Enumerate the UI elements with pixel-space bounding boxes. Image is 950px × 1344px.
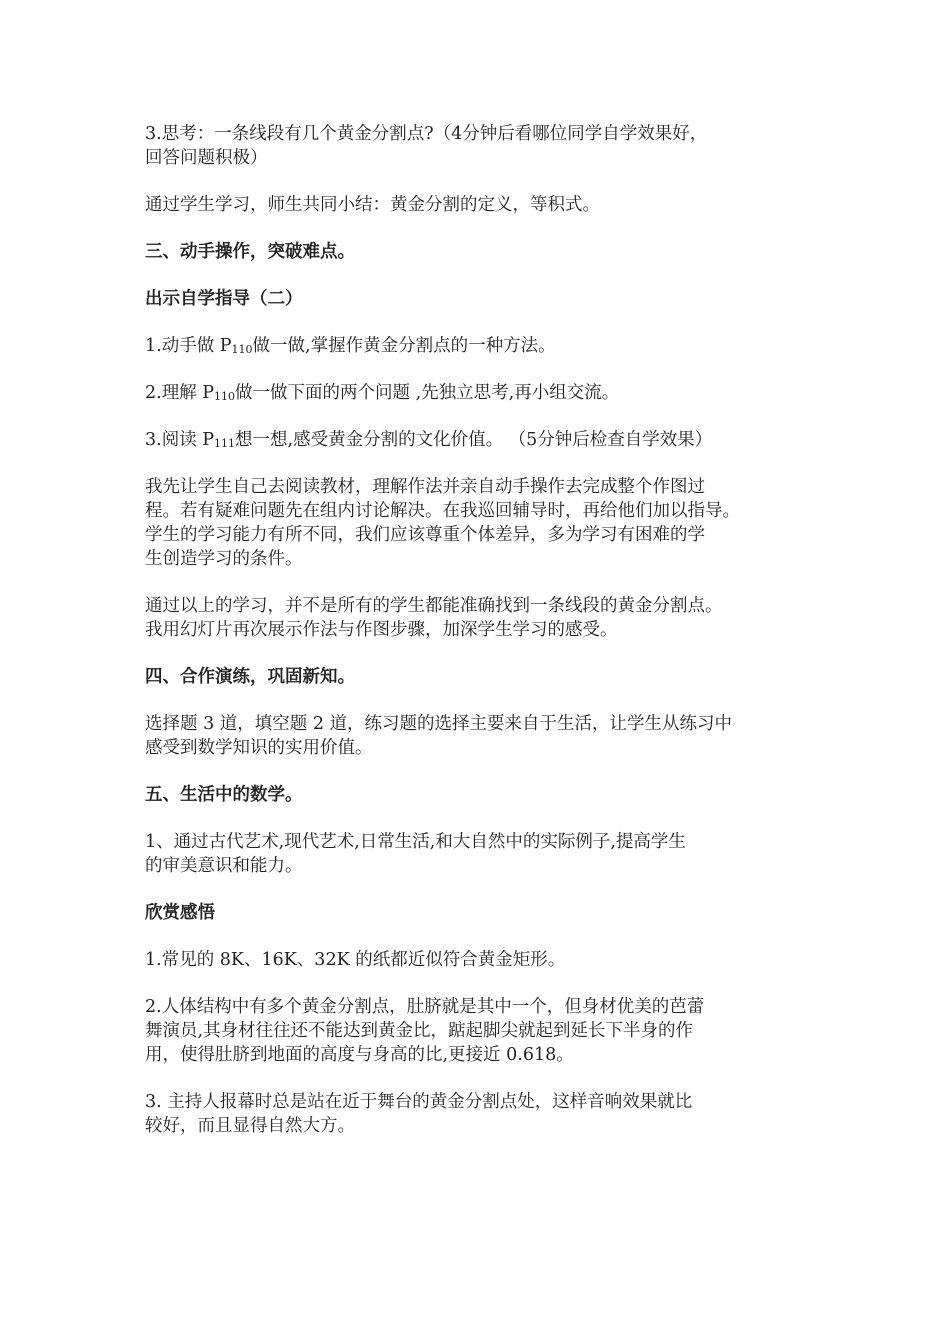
section-heading-5 <box>145 783 825 807</box>
document-page <box>145 122 825 1161</box>
text-line: 生创造学习的条件。 <box>145 549 303 569</box>
appreciation-item-1 <box>145 948 825 972</box>
heading-text: 四、合作演练，巩固新知。 <box>145 667 355 687</box>
page-subscript: 110 <box>231 343 253 356</box>
paragraph-think-question <box>145 122 825 170</box>
paragraph-teaching <box>145 475 825 571</box>
guide-item-3 <box>145 428 825 452</box>
heading-text: 三、动手操作，突破难点。 <box>145 242 355 262</box>
text-line: 通过学生学习，师生共同小结：黄金分割的定义，等积式。 <box>145 195 600 215</box>
text-line: 学生的学习能力有所不同，我们应该尊重个体差异，多为学习有困难的学 <box>145 525 705 545</box>
guide-item-2 <box>145 381 825 405</box>
text-line: 的审美意识和能力。 <box>145 856 303 876</box>
page-subscript: 110 <box>214 390 236 403</box>
paragraph-exercises <box>145 712 825 760</box>
text-line: 舞演员,其身材往往还不能达到黄金比，踮起脚尖就起到延长下半身的作 <box>145 1021 694 1041</box>
text-line: 1、通过古代艺术,现代艺术,日常生活,和大自然中的实际例子,提高学生 <box>145 832 686 852</box>
text-line: 我先让学生自己去阅读教材，理解作法并亲自动手操作去完成整个作图过 <box>145 477 705 497</box>
appreciation-item-3 <box>145 1090 825 1138</box>
appreciation-item-2 <box>145 995 825 1067</box>
text-line: 较好，而且显得自然大方。 <box>145 1116 355 1136</box>
section-heading-4 <box>145 665 825 689</box>
text-line: 2.人体结构中有多个黄金分割点，肚脐就是其中一个，但身材优美的芭蕾 <box>145 997 705 1017</box>
section-heading-3 <box>145 240 825 264</box>
guide-item-1 <box>145 334 825 358</box>
heading-text: 欣赏感悟 <box>145 903 215 923</box>
text-line: 用，使得肚脐到地面的高度与身高的比,更接近 0.618。 <box>145 1045 574 1065</box>
text-line: 3.思考：一条线段有几个黄金分割点?（4分钟后看哪位同学自学效果好， <box>145 124 708 144</box>
heading-text: 五、生活中的数学。 <box>145 785 303 805</box>
paragraph-summary <box>145 193 825 217</box>
text-fragment: 做一做,掌握作黄金分割点的一种方法。 <box>252 336 556 356</box>
text-fragment: 1.动手做 P <box>145 336 232 356</box>
guide-heading <box>145 287 825 311</box>
text-fragment: 3.阅读 P <box>145 430 215 450</box>
text-line: 选择题 3 道，填空题 2 道，练习题的选择主要来自于生活，让学生从练习中 <box>145 714 733 734</box>
text-line: 3. 主持人报幕时总是站在近于舞台的黄金分割点处，这样音响效果就比 <box>145 1092 693 1112</box>
heading-text: 出示自学指导（二） <box>145 289 303 309</box>
text-line: 感受到数学知识的实用价值。 <box>145 738 373 758</box>
text-line: 我用幻灯片再次展示作法与作图步骤，加深学生学习的感受。 <box>145 620 618 640</box>
paragraph-review <box>145 594 825 642</box>
page-subscript: 111 <box>214 437 236 450</box>
text-fragment: 2.理解 P <box>145 383 215 403</box>
text-line: 回答问题积极） <box>145 148 268 168</box>
text-line: 程。若有疑难问题先在组内讨论解决。在我巡回辅导时，再给他们加以指导。 <box>145 501 740 521</box>
text-line: 1.常见的 8K、16K、32K 的纸都近似符合黄金矩形。 <box>145 950 566 970</box>
text-fragment: 想一想,感受黄金分割的文化价值。 （5分钟后检查自学效果） <box>235 430 713 450</box>
paragraph-life-math <box>145 830 825 878</box>
text-line: 通过以上的学习，并不是所有的学生都能准确找到一条线段的黄金分割点。 <box>145 596 723 616</box>
appreciation-heading <box>145 901 825 925</box>
text-fragment: 做一做下面的两个问题 ,先独立思考,再小组交流。 <box>235 383 620 403</box>
